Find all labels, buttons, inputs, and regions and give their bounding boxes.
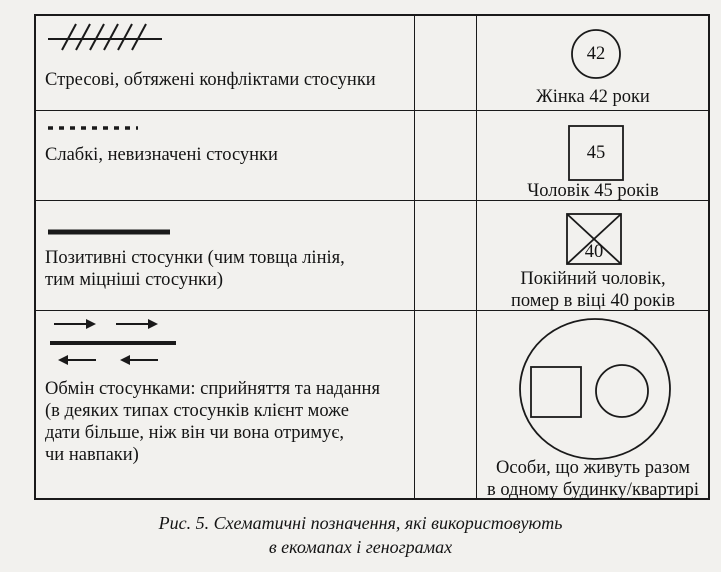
exchange-arrows-symbol — [50, 316, 180, 366]
deceased-caption-line-1: Покійний чоловік, — [520, 269, 666, 289]
figure-caption-line-2: в екомапах і генограмах — [268, 537, 453, 557]
household-circle-icon — [517, 317, 673, 461]
row-divider — [36, 110, 708, 111]
exchange-relation-label-line-3: дати більше, ніж він чи вона отримує, — [45, 423, 344, 443]
conflict-line-symbol — [46, 20, 166, 54]
exchange-relation-label-line-1: Обмін стосунками: сприйняття та надання — [45, 379, 380, 399]
deceased-caption-line-2: помер в віці 40 років — [511, 291, 675, 311]
column-divider — [414, 16, 415, 498]
weak-line-symbol — [46, 123, 142, 133]
exchange-relation-label-line-4: чи навпаки) — [45, 445, 139, 465]
male-age-number: 45 — [586, 143, 606, 163]
figure-caption-line-1: Рис. 5. Схематичні позначення, які використовують — [158, 513, 563, 533]
positive-line-symbol — [46, 227, 174, 237]
positive-relation-label-line-1: Позитивні стосунки (чим товща лінія, — [45, 248, 345, 268]
deceased-age-number: 40 — [584, 242, 604, 262]
positive-relation-label-line-2: тим міцніші стосунки) — [45, 270, 224, 290]
household-caption-line-2: в одному будинку/квартирі — [486, 480, 700, 500]
weak-relation-label: Слабкі, невизначені стосунки — [45, 145, 278, 165]
exchange-relation-label-line-2: (в деяких типах стосунків клієнт може — [45, 401, 349, 421]
female-caption: Жінка 42 роки — [536, 87, 650, 107]
conflict-relation-label: Стресові, обтяжені конфліктами стосунки — [45, 70, 376, 90]
household-caption-line-1: Особи, що живуть разом — [496, 458, 690, 478]
female-age-number: 42 — [586, 44, 606, 64]
male-caption: Чоловік 45 років — [527, 181, 659, 201]
